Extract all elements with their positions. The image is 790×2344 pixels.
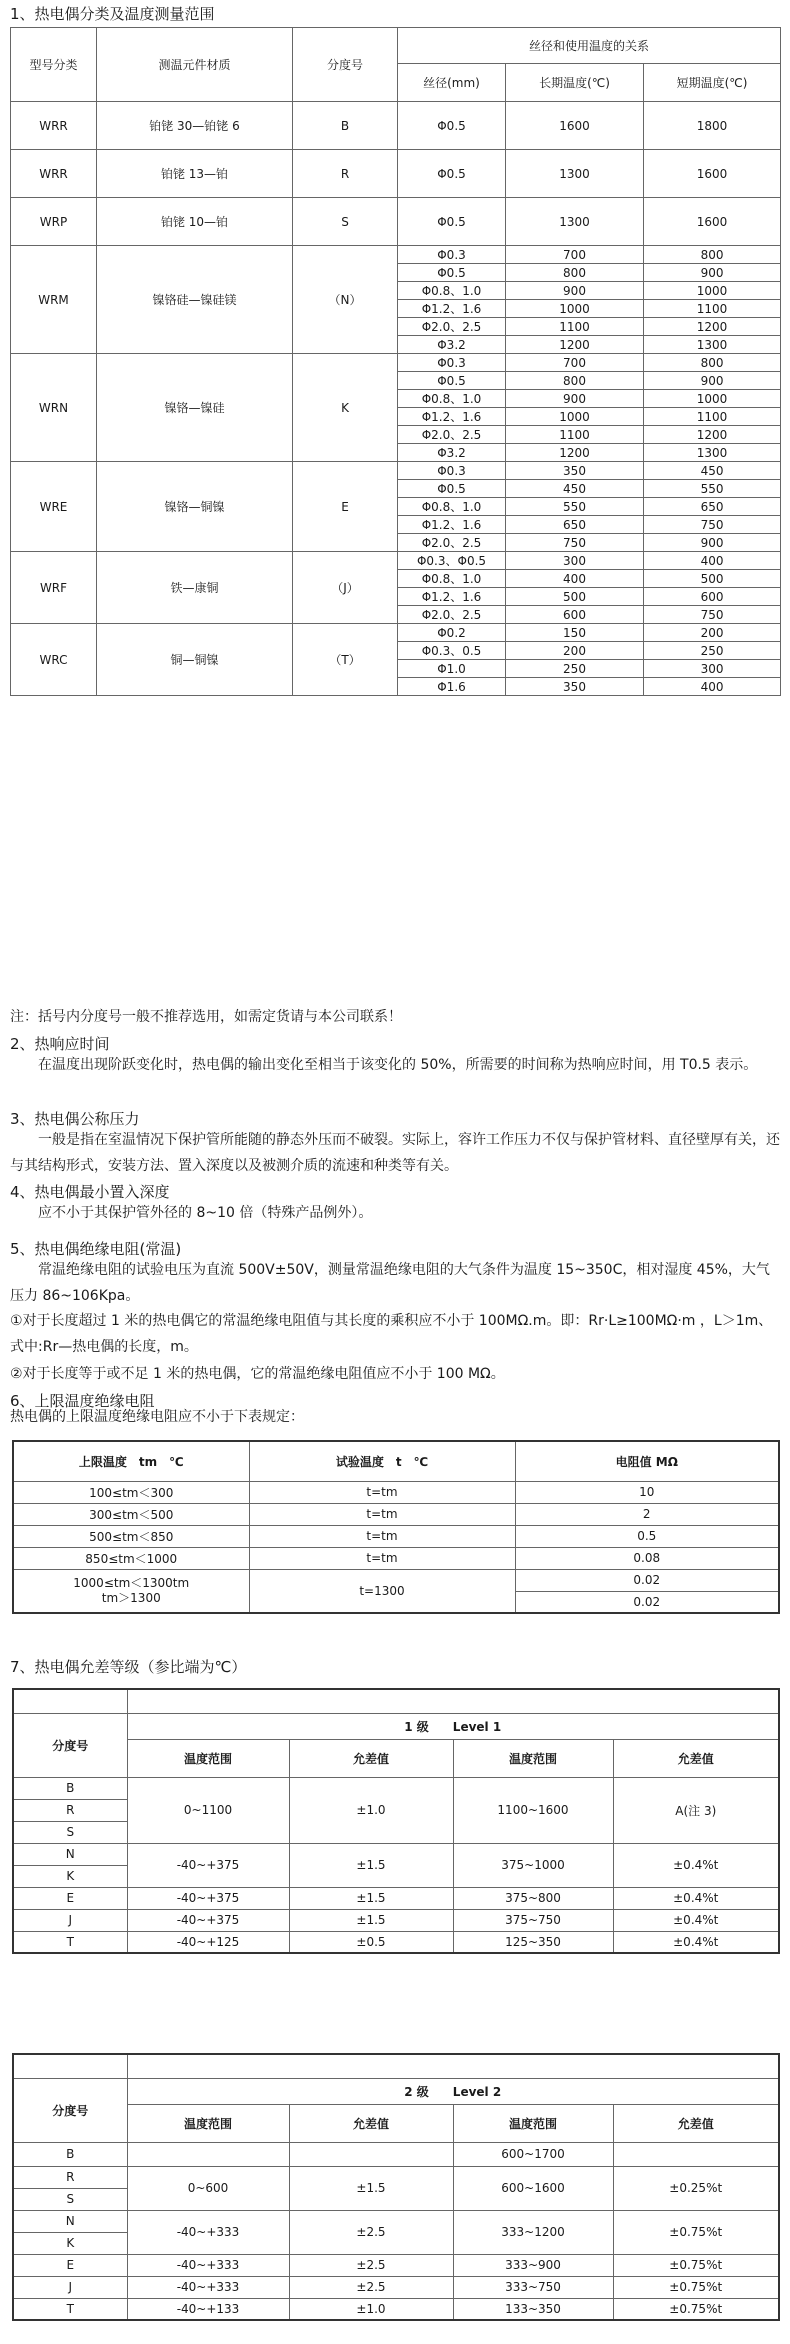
t4-row xyxy=(13,2276,779,2298)
t1-long-cell: 1000 xyxy=(506,300,644,318)
t4-b-range: 600~1700 xyxy=(453,2142,613,2166)
t4-range1-cell: 0~600 xyxy=(127,2166,289,2210)
t3-code-cell: E xyxy=(13,1887,127,1909)
t1-long-cell: 1300 xyxy=(506,150,644,198)
t1-short-cell: 800 xyxy=(644,354,781,372)
t1-short-cell: 900 xyxy=(644,534,781,552)
header-material: 测温元件材质 xyxy=(97,28,293,102)
t4-code-cell: B xyxy=(13,2142,127,2166)
t1-short-cell: 250 xyxy=(644,642,781,660)
t4-tol2-cell: ±0.75%t xyxy=(613,2276,779,2298)
t1-diameter-cell: Φ0.3、Φ0.5 xyxy=(398,552,506,570)
t3-row xyxy=(13,1909,779,1931)
t1-diameter-cell: Φ3.2 xyxy=(398,444,506,462)
t3-range2-cell: 375~1000 xyxy=(453,1843,613,1887)
section-5-title: 5、热电偶绝缘电阻(常温) xyxy=(10,1240,182,1258)
t1-diameter-cell: Φ0.5 xyxy=(398,102,506,150)
t1-long-cell: 650 xyxy=(506,516,644,534)
t1-long-cell: 1100 xyxy=(506,426,644,444)
t3-range1-cell: -40~+375 xyxy=(127,1887,289,1909)
t1-short-cell: 650 xyxy=(644,498,781,516)
t1-long-cell: 750 xyxy=(506,534,644,552)
tolerance-level-1-table xyxy=(12,1688,780,1954)
t1-material-cell: 镍铬—镍硅 xyxy=(97,354,293,462)
t4-tol2-cell: ±0.25%t xyxy=(613,2166,779,2210)
t4-level-label: 2 级 Level 2 xyxy=(127,2078,779,2104)
header-long-temp: 长期温度(℃) xyxy=(506,64,644,102)
t1-row xyxy=(11,102,781,150)
t1-long-cell: 800 xyxy=(506,264,644,282)
section-6-text: 热电偶的上限温度绝缘电阻应不小于下表规定： xyxy=(10,1409,304,1425)
t1-row xyxy=(11,462,781,480)
t1-index-cell: S xyxy=(293,198,398,246)
t1-diameter-cell: Φ0.3 xyxy=(398,246,506,264)
t3-tol2-cell: ±0.4%t xyxy=(613,1887,779,1909)
t2-row xyxy=(13,1569,779,1591)
t1-long-cell: 150 xyxy=(506,624,644,642)
t2-range-cell: 100≤tm＜300 xyxy=(13,1481,249,1503)
t3-row xyxy=(13,1931,779,1953)
t1-diameter-cell: Φ0.8、1.0 xyxy=(398,498,506,516)
t2-row xyxy=(13,1481,779,1503)
t1-index-cell: K xyxy=(293,354,398,462)
header-diameter: 丝径(mm) xyxy=(398,64,506,102)
t1-short-cell: 1300 xyxy=(644,444,781,462)
t2-row xyxy=(13,1503,779,1525)
header-relation: 丝径和使用温度的关系 xyxy=(398,28,781,64)
t4-row xyxy=(13,2210,779,2232)
t1-short-cell: 200 xyxy=(644,624,781,642)
t1-long-cell: 700 xyxy=(506,246,644,264)
t3-range1-cell: -40~+125 xyxy=(127,1931,289,1953)
t1-short-cell: 1800 xyxy=(644,102,781,150)
t1-diameter-cell: Φ3.2 xyxy=(398,336,506,354)
t3-range2-cell: 125~350 xyxy=(453,1931,613,1953)
t4-range1-cell: -40~+333 xyxy=(127,2210,289,2254)
t4-range1-cell: -40~+333 xyxy=(127,2254,289,2276)
t1-type-cell: WRE xyxy=(11,462,97,552)
t4-range2-cell: 333~750 xyxy=(453,2276,613,2298)
t1-diameter-cell: Φ0.5 xyxy=(398,372,506,390)
t2-header-upper-temp: 上限温度 tm ℃ xyxy=(13,1441,249,1481)
t2-range-cell: 500≤tm＜850 xyxy=(13,1525,249,1547)
t4-col-tol-2: 允差值 xyxy=(613,2104,779,2142)
t3-col-tol-1: 允差值 xyxy=(289,1739,453,1777)
section-5-text: 常温绝缘电阻的试验电压为直流 500V±50V，测量常温绝缘电阻的大气条件为温度 15~350C，相对湿度 45%，大气压力 86~106Kpa。 xyxy=(10,1262,770,1304)
section-1-title: 1、热电偶分类及温度测量范围 xyxy=(10,5,215,23)
section-2-title: 2、热响应时间 xyxy=(10,1035,110,1053)
t4-index-header: 分度号 xyxy=(13,2078,127,2142)
t3-code-cell: T xyxy=(13,1931,127,1953)
t1-diameter-cell: Φ2.0、2.5 xyxy=(398,426,506,444)
t4-row xyxy=(13,2166,779,2188)
t1-row xyxy=(11,246,781,264)
t3-tol2-cell: ±0.4%t xyxy=(613,1843,779,1887)
t1-long-cell: 500 xyxy=(506,588,644,606)
t1-long-cell: 1200 xyxy=(506,444,644,462)
t2-range-cell: 300≤tm＜500 xyxy=(13,1503,249,1525)
section-4-title: 4、热电偶最小置入深度 xyxy=(10,1183,170,1201)
t1-diameter-cell: Φ1.0 xyxy=(398,660,506,678)
t1-short-cell: 550 xyxy=(644,480,781,498)
t3-level-label: 1 级 Level 1 xyxy=(127,1713,779,1739)
t1-diameter-cell: Φ0.3 xyxy=(398,462,506,480)
thermocouple-range-table xyxy=(10,27,781,696)
t4-tol2-cell: ±0.75%t xyxy=(613,2254,779,2276)
t1-short-cell: 1000 xyxy=(644,390,781,408)
t3-code-cell: N xyxy=(13,1843,127,1865)
t1-index-cell: （T） xyxy=(293,624,398,696)
t1-short-cell: 500 xyxy=(644,570,781,588)
t1-type-cell: WRN xyxy=(11,354,97,462)
t3-row xyxy=(13,1843,779,1865)
insulation-resistance-table xyxy=(12,1440,780,1614)
t4-tol1-cell: ±1.5 xyxy=(289,2166,453,2210)
t3-tol1-cell: ±1.5 xyxy=(289,1909,453,1931)
header-type: 型号分类 xyxy=(11,28,97,102)
section-6-title: 6、上限温度绝缘电阻 xyxy=(10,1392,155,1410)
t1-short-cell: 600 xyxy=(644,588,781,606)
t1-row xyxy=(11,624,781,642)
t1-type-cell: WRR xyxy=(11,102,97,150)
t2-header-test-temp: 试验温度 t ℃ xyxy=(249,1441,515,1481)
t1-long-cell: 400 xyxy=(506,570,644,588)
t1-material-cell: 铂铑 13—铂 xyxy=(97,150,293,198)
t3-tol1-cell: ±1.0 xyxy=(289,1777,453,1843)
t4-code-cell: J xyxy=(13,2276,127,2298)
t1-long-cell: 600 xyxy=(506,606,644,624)
t3-tol1-cell: ±0.5 xyxy=(289,1931,453,1953)
t4-tol1-cell: ±2.5 xyxy=(289,2276,453,2298)
t1-long-cell: 900 xyxy=(506,282,644,300)
t1-diameter-cell: Φ1.2、1.6 xyxy=(398,300,506,318)
t1-material-cell: 镍铬—铜镍 xyxy=(97,462,293,552)
section-3-title: 3、热电偶公称压力 xyxy=(10,1110,140,1128)
t1-short-cell: 750 xyxy=(644,516,781,534)
t1-row xyxy=(11,198,781,246)
t1-diameter-cell: Φ1.2、1.6 xyxy=(398,516,506,534)
t4-col-tol-1: 允差值 xyxy=(289,2104,453,2142)
t3-tol2-cell: ±0.4%t xyxy=(613,1931,779,1953)
t3-col-tol-2: 允差值 xyxy=(613,1739,779,1777)
t4-code-cell: R xyxy=(13,2166,127,2188)
t3-range2-cell: 1100~1600 xyxy=(453,1777,613,1843)
t2-test-cell: t=1300 xyxy=(249,1569,515,1613)
t4-row xyxy=(13,2298,779,2320)
t1-long-cell: 200 xyxy=(506,642,644,660)
t3-tol1-cell: ±1.5 xyxy=(289,1843,453,1887)
t1-diameter-cell: Φ2.0、2.5 xyxy=(398,606,506,624)
t1-long-cell: 450 xyxy=(506,480,644,498)
t2-value-cell: 0.08 xyxy=(515,1547,779,1569)
t1-type-cell: WRF xyxy=(11,552,97,624)
t3-code-cell: K xyxy=(13,1865,127,1887)
t4-code-cell: T xyxy=(13,2298,127,2320)
t1-short-cell: 750 xyxy=(644,606,781,624)
t3-range1-cell: -40~+375 xyxy=(127,1909,289,1931)
t1-short-cell: 450 xyxy=(644,462,781,480)
t1-short-cell: 300 xyxy=(644,660,781,678)
t2-row xyxy=(13,1547,779,1569)
t1-diameter-cell: Φ1.2、1.6 xyxy=(398,408,506,426)
t1-index-cell: （J） xyxy=(293,552,398,624)
t1-diameter-cell: Φ1.6 xyxy=(398,678,506,696)
section-5-item-1: ①对于长度超过 1 米的热电偶它的常温绝缘电阻值与其长度的乘积应不小于 100MΩ.m。即：Rr·L≥100MΩ·m ，L＞1m、式中:Rr—热电偶的长度，m。 xyxy=(10,1313,773,1355)
t1-row xyxy=(11,552,781,570)
t4-range1-cell: -40~+133 xyxy=(127,2298,289,2320)
t2-range-cell: 850≤tm＜1000 xyxy=(13,1547,249,1569)
t1-diameter-cell: Φ0.5 xyxy=(398,198,506,246)
t4-row xyxy=(13,2254,779,2276)
t1-long-cell: 1100 xyxy=(506,318,644,336)
t1-type-cell: WRM xyxy=(11,246,97,354)
t4-range2-cell: 600~1600 xyxy=(453,2166,613,2210)
t4-range2-cell: 333~1200 xyxy=(453,2210,613,2254)
t3-range1-cell: 0~1100 xyxy=(127,1777,289,1843)
section-5-item-2: ②对于长度等于或不足 1 米的热电偶，它的常温绝缘电阻值应不小于 100 MΩ。 xyxy=(10,1366,505,1382)
t2-test-cell: t=tm xyxy=(249,1525,515,1547)
t1-short-cell: 1100 xyxy=(644,408,781,426)
t2-value-cell: 2 xyxy=(515,1503,779,1525)
t1-short-cell: 400 xyxy=(644,552,781,570)
t3-tol1-cell: ±1.5 xyxy=(289,1887,453,1909)
t1-long-cell: 550 xyxy=(506,498,644,516)
section-3-text: 一般是指在室温情况下保护管所能随的静态外压而不破裂。实际上，容许工作压力不仅与保护管材料、直径壁厚有关，还与其结构形式，安装方法、置入深度以及被测介质的流速和种类等有关。 xyxy=(10,1132,780,1174)
t2-value-cell: 0.02 xyxy=(515,1569,779,1591)
t1-material-cell: 铁—康铜 xyxy=(97,552,293,624)
t1-diameter-cell: Φ0.8、1.0 xyxy=(398,570,506,588)
t1-short-cell: 1600 xyxy=(644,150,781,198)
t4-tol1-cell: ±1.0 xyxy=(289,2298,453,2320)
t1-short-cell: 1100 xyxy=(644,300,781,318)
t1-short-cell: 1600 xyxy=(644,198,781,246)
t1-row xyxy=(11,150,781,198)
t4-code-cell: K xyxy=(13,2232,127,2254)
t1-material-cell: 铂铑 10—铂 xyxy=(97,198,293,246)
t1-type-cell: WRR xyxy=(11,150,97,198)
t1-diameter-cell: Φ2.0、2.5 xyxy=(398,534,506,552)
header-index: 分度号 xyxy=(293,28,398,102)
t1-long-cell: 350 xyxy=(506,462,644,480)
t2-range-cell xyxy=(13,1569,249,1613)
t1-short-cell: 1000 xyxy=(644,282,781,300)
section-2-text: 在温度出现阶跃变化时，热电偶的输出变化至相当于该变化的 50%，所需要的时间称为热响应时间，用 T0.5 表示。 xyxy=(38,1057,758,1073)
t1-long-cell: 700 xyxy=(506,354,644,372)
t1-type-cell: WRP xyxy=(11,198,97,246)
t1-long-cell: 1200 xyxy=(506,336,644,354)
t1-short-cell: 1200 xyxy=(644,318,781,336)
t1-row xyxy=(11,354,781,372)
t1-index-cell: E xyxy=(293,462,398,552)
t2-row xyxy=(13,1525,779,1547)
t1-diameter-cell: Φ1.2、1.6 xyxy=(398,588,506,606)
t1-diameter-cell: Φ0.8、1.0 xyxy=(398,390,506,408)
t1-short-cell: 400 xyxy=(644,678,781,696)
t1-diameter-cell: Φ0.5 xyxy=(398,480,506,498)
t4-tol2-cell: ±0.75%t xyxy=(613,2298,779,2320)
t1-short-cell: 1200 xyxy=(644,426,781,444)
t1-material-cell: 铂铑 30—铂铑 6 xyxy=(97,102,293,150)
t1-diameter-cell: Φ0.3 xyxy=(398,354,506,372)
section-4-text: 应不小于其保护管外径的 8~10 倍（特殊产品例外）。 xyxy=(38,1205,373,1221)
t3-index-header: 分度号 xyxy=(13,1713,127,1777)
t1-short-cell: 1300 xyxy=(644,336,781,354)
t1-long-cell: 250 xyxy=(506,660,644,678)
t2-test-cell: t=tm xyxy=(249,1503,515,1525)
t3-row xyxy=(13,1887,779,1909)
t3-code-cell: S xyxy=(13,1821,127,1843)
t2-range-text: 1000≤tm＜1300tm tm＞1300 xyxy=(73,1575,190,1605)
t1-index-cell: （N） xyxy=(293,246,398,354)
t1-short-cell: 900 xyxy=(644,264,781,282)
t3-tol2-cell: A(注 3) xyxy=(613,1777,779,1843)
tolerance-level-2-table xyxy=(12,2053,780,2321)
t1-index-cell: R xyxy=(293,150,398,198)
t4-range2-cell: 333~900 xyxy=(453,2254,613,2276)
t4-code-cell: E xyxy=(13,2254,127,2276)
t1-index-cell: B xyxy=(293,102,398,150)
t1-diameter-cell: Φ0.8、1.0 xyxy=(398,282,506,300)
t3-row xyxy=(13,1777,779,1799)
t1-long-cell: 900 xyxy=(506,390,644,408)
t2-test-cell: t=tm xyxy=(249,1547,515,1569)
t1-diameter-cell: Φ0.5 xyxy=(398,264,506,282)
t1-material-cell: 铜—铜镍 xyxy=(97,624,293,696)
t1-long-cell: 1000 xyxy=(506,408,644,426)
t4-code-cell: S xyxy=(13,2188,127,2210)
t2-test-cell: t=tm xyxy=(249,1481,515,1503)
t1-long-cell: 1300 xyxy=(506,198,644,246)
t1-long-cell: 350 xyxy=(506,678,644,696)
t1-long-cell: 800 xyxy=(506,372,644,390)
t1-diameter-cell: Φ0.2 xyxy=(398,624,506,642)
t3-col-range-2: 温度范围 xyxy=(453,1739,613,1777)
t3-code-cell: J xyxy=(13,1909,127,1931)
t4-col-range-2: 温度范围 xyxy=(453,2104,613,2142)
t1-short-cell: 800 xyxy=(644,246,781,264)
t2-value-cell: 10 xyxy=(515,1481,779,1503)
t4-range2-cell: 133~350 xyxy=(453,2298,613,2320)
note-text: 注：括号内分度号一般不推荐选用，如需定货请与本公司联系！ xyxy=(10,1009,402,1025)
section-7-title: 7、热电偶允差等级（参比端为℃） xyxy=(10,1658,247,1676)
t4-col-range-1: 温度范围 xyxy=(127,2104,289,2142)
t3-range2-cell: 375~750 xyxy=(453,1909,613,1931)
t1-material-cell: 镍铬硅—镍硅镁 xyxy=(97,246,293,354)
t1-diameter-cell: Φ0.5 xyxy=(398,150,506,198)
t4-tol1-cell: ±2.5 xyxy=(289,2210,453,2254)
t2-header-resistance: 电阻值 MΩ xyxy=(515,1441,779,1481)
t3-range1-cell: -40~+375 xyxy=(127,1843,289,1887)
t1-long-cell: 1600 xyxy=(506,102,644,150)
t1-diameter-cell: Φ0.3、0.5 xyxy=(398,642,506,660)
t2-value-cell: 0.02 xyxy=(515,1591,779,1613)
t3-tol2-cell: ±0.4%t xyxy=(613,1909,779,1931)
t3-code-cell: B xyxy=(13,1777,127,1799)
t4-range1-cell: -40~+333 xyxy=(127,2276,289,2298)
t4-code-cell: N xyxy=(13,2210,127,2232)
t2-value-cell: 0.5 xyxy=(515,1525,779,1547)
t4-tol1-cell: ±2.5 xyxy=(289,2254,453,2276)
t1-long-cell: 300 xyxy=(506,552,644,570)
t3-range2-cell: 375~800 xyxy=(453,1887,613,1909)
header-short-temp: 短期温度(℃) xyxy=(644,64,781,102)
t3-col-range-1: 温度范围 xyxy=(127,1739,289,1777)
t1-type-cell: WRC xyxy=(11,624,97,696)
t4-tol2-cell: ±0.75%t xyxy=(613,2210,779,2254)
t1-short-cell: 900 xyxy=(644,372,781,390)
t1-diameter-cell: Φ2.0、2.5 xyxy=(398,318,506,336)
t3-code-cell: R xyxy=(13,1799,127,1821)
